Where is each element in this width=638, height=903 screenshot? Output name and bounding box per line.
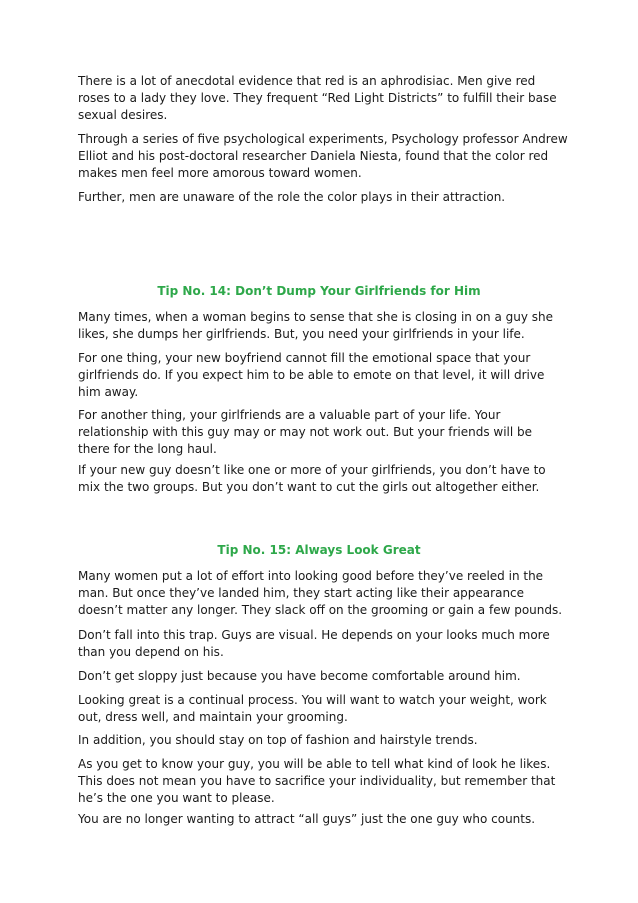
- text-line: This does not mean you have to sacrifice your individuality, but remember that: [78, 774, 556, 788]
- text-line: Don’t get sloppy just because you have become comfortable around him.: [78, 669, 521, 683]
- text-line: If your new guy doesn’t like one or more of your girlfriends, you don’t have to: [78, 463, 546, 477]
- text-line: girlfriends do. If you expect him to be able to emote on that level, it will drive: [78, 368, 545, 382]
- paragraph-red-aphrodisiac: [78, 73, 568, 124]
- tip15-paragraph-3: [78, 668, 568, 685]
- text-line: Many women put a lot of effort into looking good before they’ve reeled in the: [78, 569, 544, 583]
- text-line: relationship with this guy may or may not work out. But your friends will be: [78, 425, 533, 439]
- text-line: As you get to know your guy, you will be able to tell what kind of look he likes.: [78, 757, 551, 771]
- text-line: Many times, when a woman begins to sense that she is closing in on a guy she: [78, 310, 554, 324]
- text-line: There is a lot of anecdotal evidence that red is an aphrodisiac. Men give red: [78, 74, 536, 88]
- text-line: likes, she dumps her girlfriends. But, you need your girlfriends in your life.: [78, 327, 525, 341]
- text-line: doesn’t matter any longer. They slack off on the grooming or gain a few pounds.: [78, 603, 563, 617]
- text-line: man. But once they’ve landed him, they start acting like their appearance: [78, 586, 525, 600]
- text-line: makes men feel more amorous toward women.: [78, 166, 362, 180]
- text-line: sexual desires.: [78, 108, 168, 122]
- text-line: Don’t fall into this trap. Guys are visual. He depends on your looks much more: [78, 628, 550, 642]
- text-line: out, dress well, and maintain your grooming.: [78, 710, 348, 724]
- tip14-paragraph-4: [78, 462, 568, 496]
- tip15-paragraph-7: [78, 811, 568, 828]
- tip14-heading: Tip No. 14: Don’t Dump Your Girlfriends for Him: [157, 284, 481, 298]
- tip15-paragraph-1: [78, 568, 568, 619]
- text-line: Looking great is a continual process. You will want to watch your weight, work: [78, 693, 547, 707]
- text-line: In addition, you should stay on top of fashion and hairstyle trends.: [78, 733, 478, 747]
- text-line: him away.: [78, 385, 139, 399]
- paragraph-experiments: [78, 131, 568, 182]
- text-line: Elliot and his post-doctoral researcher Daniela Niesta, found that the color red: [78, 149, 549, 163]
- tip15-paragraph-2: [78, 627, 568, 661]
- text-line: than you depend on his.: [78, 645, 224, 659]
- text-line: mix the two groups. But you don’t want to cut the girls out altogether either.: [78, 480, 540, 494]
- tip15-heading: Tip No. 15: Always Look Great: [217, 543, 421, 557]
- text-line: he’s the one you want to please.: [78, 791, 275, 805]
- tip14-paragraph-1: [78, 309, 568, 343]
- paragraph-unaware: [78, 189, 568, 206]
- text-line: You are no longer wanting to attract “all guys” just the one guy who counts.: [78, 812, 536, 826]
- text-line: For one thing, your new boyfriend cannot fill the emotional space that your: [78, 351, 531, 365]
- text-line: roses to a lady they love. They frequent “Red Light Districts” to fulfill their base: [78, 91, 557, 105]
- tip14-paragraph-2: [78, 350, 568, 401]
- tip15-paragraph-4: [78, 692, 568, 726]
- text-line: For another thing, your girlfriends are a valuable part of your life. Your: [78, 408, 501, 422]
- text-line: there for the long haul.: [78, 442, 217, 456]
- tip14-paragraph-3: [78, 407, 568, 458]
- tip15-paragraph-6: [78, 756, 568, 807]
- tip15-paragraph-5: [78, 732, 568, 749]
- text-line: Further, men are unaware of the role the color plays in their attraction.: [78, 190, 506, 204]
- text-line: Through a series of five psychological experiments, Psychology professor Andrew: [78, 132, 568, 146]
